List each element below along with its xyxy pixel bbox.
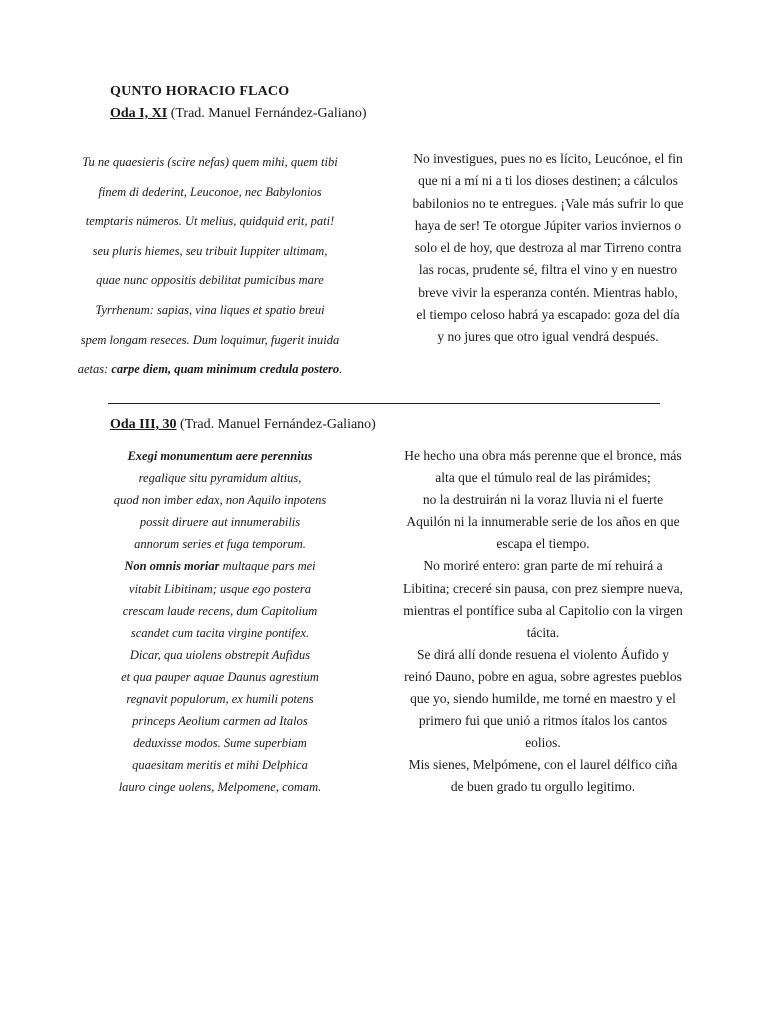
translation-line: no la destruirán ni la voraz lluvia ni el fuerte (422, 492, 664, 508)
verse-line: spem longam reseces. Dum loquimur, fugerit inuida (80, 332, 340, 347)
translation-line: y no jures que otro igual vendrá después. (437, 329, 659, 345)
ode2-latin-text (60, 445, 380, 799)
verse-line: vitabit Libitinam; usque ego postera (129, 581, 311, 596)
translation-line: el tiempo celoso habrá ya escapado: goza del día (416, 307, 680, 323)
verse-line: et qua pauper aquae Daunus agrestium (121, 669, 319, 684)
verse-line: princeps Aeolium carmen ad Italos (132, 714, 308, 729)
translation-line: tácita. (526, 624, 560, 640)
translation-line: breve vivir la esperanza contén. Mientras hablo, (418, 284, 678, 300)
verse-line: quod non imber edax, non Aquilo inpotens (113, 493, 327, 508)
translation-line: No moriré entero: gran parte de mí rehuirá a (423, 558, 663, 574)
ode1-latin-text (50, 148, 370, 385)
author-heading: QUNTO HORACIO FLACO (110, 84, 290, 99)
translation-line: haya de ser! Te otorgue Júpiter varios inviernos o (414, 217, 682, 233)
verse-line: quaesitam meritis et mihi Delphica (132, 758, 308, 773)
verse-line: quae nunc oppositis debilitat pumicibus mare (96, 273, 324, 288)
translation-line: eolios. (525, 735, 561, 751)
verse-line: deduxisse modos. Sume superbiam (133, 736, 307, 751)
translation-line: alta que el túmulo real de las pirámides; (435, 470, 651, 486)
verse-line: regalique situ pyramidum altius, (138, 471, 302, 486)
verse-line: temptaris números. Ut melius, quidquid erit, pati! (85, 214, 335, 229)
verse-line: regnavit populorum, ex humili potens (126, 692, 314, 707)
ode1-number: Oda I, XI (110, 106, 168, 121)
section-divider (108, 403, 660, 404)
translation-line: que yo, siendo humilde, me torné en maestro y el (410, 691, 676, 707)
translation-line: babilonios no te entregues. ¡Vale más sufrir lo que (412, 195, 684, 211)
verse-line-bold: Exegi monumentum aere perennius (127, 449, 313, 463)
verse-line: finem di dederint, Leuconoe, nec Babylonios (98, 184, 322, 199)
verse-line: lauro cinge uolens, Melpomene, comam. (118, 780, 322, 795)
verse-line: scandet cum tacita virgine pontifex. (130, 625, 310, 640)
verse-prefix: aetas: (77, 362, 112, 377)
ode1-heading (110, 106, 367, 122)
translation-line: Libitina; creceré sin pausa, con prez siempre nueva, (403, 580, 683, 596)
verse-line-last (50, 355, 370, 385)
verse-line: seu pluris hiemes, seu tribuit Iuppiter ultimam, (92, 243, 328, 258)
verse-line: annorum series et fuga temporum. (134, 537, 306, 552)
translation-line: Mis sienes, Melpómene, con el laurel délfico ciña (408, 757, 678, 773)
non-omnis-moriar-phrase: Non omnis moriar (124, 559, 220, 574)
verse-line: crescam laude recens, dum Capitolium (122, 603, 318, 618)
translation-line: No investigues, pues no es lícito, Leucónoe, el fin (413, 151, 683, 166)
verse-line: Dicar, qua uiolens obstrepit Aufidus (129, 647, 311, 662)
ode2-translator: (Trad. Manuel Fernández-Galiano) (180, 417, 376, 432)
translation-line: Se dirá allí donde resuena el violento Áufido y (417, 646, 669, 662)
ode2-number: Oda III, 30 (110, 417, 177, 432)
translation-line: Aquilón ni la innumerable serie de los años en que (406, 514, 680, 530)
verse-line: possit diruere aut innumerabilis (139, 515, 301, 530)
verse-line: Tu ne quaesieris (scire nefas) quem mihi, quem tibi (82, 155, 338, 169)
verse-suffix: . (339, 362, 343, 377)
ode1-translator: (Trad. Manuel Fernández-Galiano) (170, 106, 367, 121)
carpe-diem-phrase: carpe diem, quam minimum credula postero (111, 362, 340, 377)
translation-line: escapa el tiempo. (496, 536, 590, 552)
translation-line: mientras el pontífice suba al Capitolio con la virgen (403, 602, 683, 618)
verse-rest: multaque pars mei (219, 559, 316, 574)
verse-line: Tyrrhenum: sapias, vina liques et spatio breui (95, 302, 325, 317)
translation-line: de buen grado tu orgullo legitimo. (450, 779, 636, 795)
ode1-spanish-text (388, 148, 708, 349)
translation-line: primero fui que unió a ritmos ítalos los cantos (418, 713, 668, 729)
translation-line: He hecho una obra más perenne que el bronce, más (404, 448, 682, 463)
translation-line: las rocas, prudente sé, filtra el vino y en nuestro (418, 262, 678, 278)
translation-line: solo el de hoy, que destroza al mar Tirreno contra (414, 240, 682, 256)
verse-line-mixed (60, 555, 380, 577)
translation-line: reinó Dauno, pobre en agua, sobre agrestes pueblos (404, 668, 682, 684)
ode2-spanish-text (376, 445, 710, 799)
translation-line: que ni a mí ni a ti los dioses destinen; a cálculos (418, 173, 678, 189)
ode2-heading (110, 417, 376, 433)
